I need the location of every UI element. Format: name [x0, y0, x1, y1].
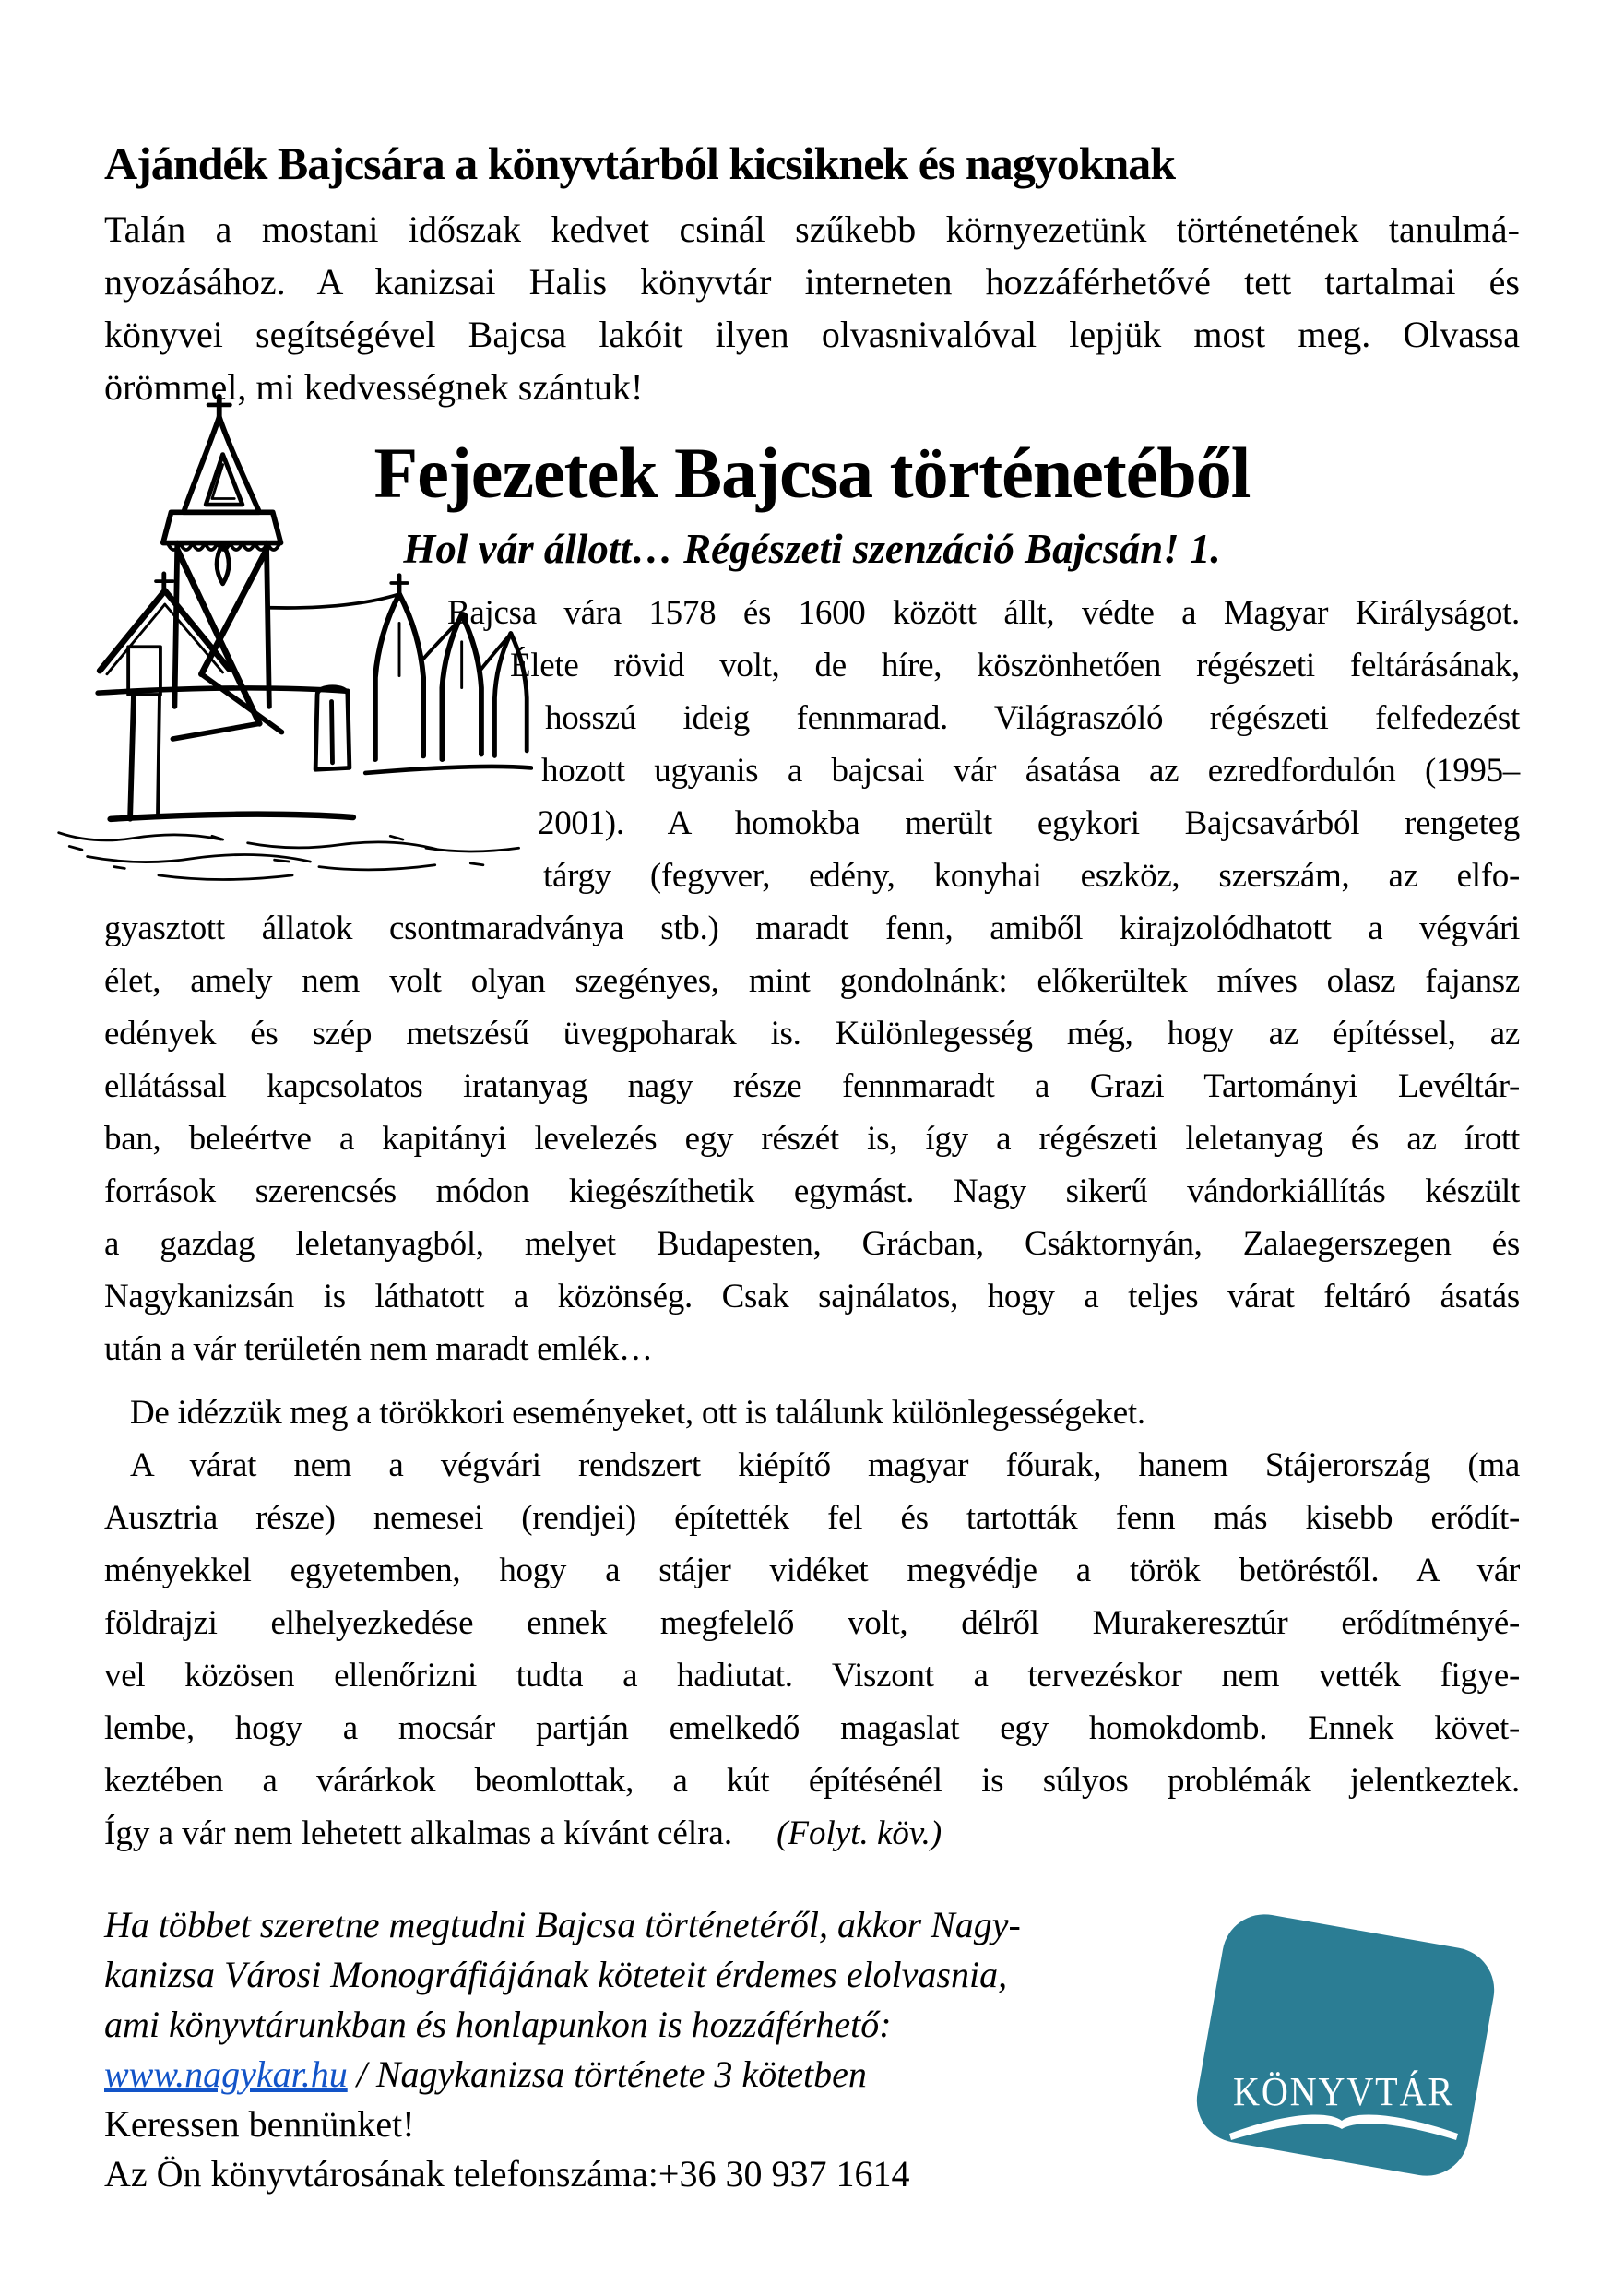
- article-line: keztében a várárkok beomlottak, a kút építésénél is súlyos problémák jelentkeztek.: [104, 1762, 1520, 1800]
- logo-label: KÖNYVTÁR: [1233, 2069, 1454, 2114]
- footer-note: [104, 1900, 1165, 2199]
- page-content: [104, 0, 1520, 2199]
- article-line: vel közösen ellenőrizni tudta a hadiutat. Viszont a tervezéskor nem vették figye-: [104, 1657, 1520, 1695]
- paragraph-lead-line: De idézzük meg a törökkori eseményeket, ott is találunk különlegességeket.: [130, 1394, 1145, 1432]
- article-closing-line: [104, 1807, 1520, 1860]
- article-subtitle: Hol vár állott… Régészeti szenzáció Bajcsán! 1.: [403, 526, 1221, 572]
- link-line: [104, 2050, 1165, 2100]
- footer-line: ami könyvtárunkban és honlapunkon is hozzáférhető:: [104, 2004, 892, 2045]
- article-line: források szerencsés módon kiegészíthetik egymást. Nagy sikerű vándorkiállítás készült: [104, 1172, 1520, 1210]
- article-body: [104, 587, 1520, 1860]
- article-line: 2001). A homokba merült egykori Bajcsavárból rengeteg: [538, 804, 1520, 842]
- article-line: földrajzi elhelyezkedése ennek megfelelő volt, délről Murakeresztúr erődítményé-: [104, 1604, 1520, 1642]
- page-title: Ajándék Bajcsára a könyvtárból kicsiknek és nagyoknak: [104, 137, 1176, 189]
- article-last-sentence: Így a vár nem lehetett alkalmas a kívánt célra.: [104, 1814, 733, 1852]
- footer-line: Ha többet szeretne megtudni Bajcsa történetéről, akkor Nagy-: [104, 1904, 1021, 1945]
- article-line: Élete rövid volt, de híre, köszönhetően régészeti feltárásának,: [510, 647, 1520, 684]
- article-line: ban, beleértve a kapitányi levelezés egy részét is, így a régészeti leletanyag és az írott: [104, 1120, 1520, 1158]
- article-line: után a vár területén nem maradt emlék…: [104, 1330, 653, 1368]
- footer-line: kanizsa Városi Monográfiájának köteteit érdemes elolvasnia,: [104, 1954, 1008, 1995]
- article-line: edények és szép metszésű üvegpoharak is. Különlegesség még, hogy az építéssel, az: [104, 1015, 1520, 1053]
- article-line: tárgy (fegyver, edény, konyhai eszköz, szerszám, az elfo-: [543, 857, 1520, 895]
- article-line: a gazdag leletanyagból, melyet Budapesten, Grácban, Csáktornyán, Zalaegerszegen és: [104, 1225, 1520, 1263]
- article-line: ményekkel egyetemben, hogy a stájer vidéket megvédje a török betöréstől. A vár: [104, 1552, 1520, 1589]
- phone-line: Az Ön könyvtárosának telefonszáma:+36 30 937 1614: [104, 2153, 910, 2195]
- continuation-note: (Folyt. köv.): [776, 1814, 942, 1852]
- library-logo: [1167, 1909, 1522, 2200]
- article-line: A várat nem a végvári rendszert kiépítő magyar főurak, hanem Stájerország (ma: [130, 1446, 1520, 1484]
- logo-background-shape: [1191, 1909, 1501, 2183]
- contact-line: Keressen bennünket!: [104, 2103, 415, 2145]
- intro-line: nyozásához. A kanizsai Halis könyvtár interneten hozzáférhetővé tett tartalmai és: [104, 261, 1520, 303]
- article-line: lembe, hogy a mocsár partján emelkedő magaslat egy homokdomb. Ennek követ-: [104, 1709, 1520, 1747]
- intro-line: könyvei segítségével Bajcsa lakóit ilyen olvasnivalóval lepjük most meg. Olvassa: [104, 314, 1520, 355]
- article-line: hozott ugyanis a bajcsai vár ásatása az ezredfordulón (1995–: [541, 752, 1520, 790]
- article-line: ellátással kapcsolatos iratanyag nagy része fennmaradt a Grazi Tartományi Levéltár-: [104, 1067, 1520, 1105]
- article-line: Ausztria része) nemesei (rendjei) építették fel és tartották fenn más kisebb erődít-: [104, 1499, 1520, 1537]
- website-link[interactable]: www.nagykar.hu: [104, 2053, 348, 2095]
- article-line: Nagykanizsán is láthatott a közönség. Csak sajnálatos, hogy a teljes várat feltáró ásatás: [104, 1278, 1520, 1315]
- article-title: Fejezetek Bajcsa történetéből: [373, 433, 1251, 513]
- intro-line: örömmel, mi kedvességnek szántuk!: [104, 366, 644, 408]
- intro-line: Talán a mostani időszak kedvet csinál szűkebb környezetünk történetének tanulmá-: [104, 208, 1520, 250]
- link-suffix: / Nagykanizsa története 3 kötetben: [347, 2053, 867, 2095]
- article-line: hosszú ideig fennmarad. Világraszóló régészeti felfedezést: [545, 699, 1520, 737]
- article-line: gyasztott állatok csontmaradványa stb.) maradt fenn, amiből kirajzolódhatott a végvári: [104, 910, 1520, 947]
- intro-paragraph: [104, 203, 1520, 413]
- article-line: élet, amely nem volt olyan szegényes, mint gondolnánk: előkerültek míves olasz fajansz: [104, 962, 1520, 1000]
- article-line: Bajcsa vára 1578 és 1600 között állt, védte a Magyar Királyságot.: [447, 594, 1520, 632]
